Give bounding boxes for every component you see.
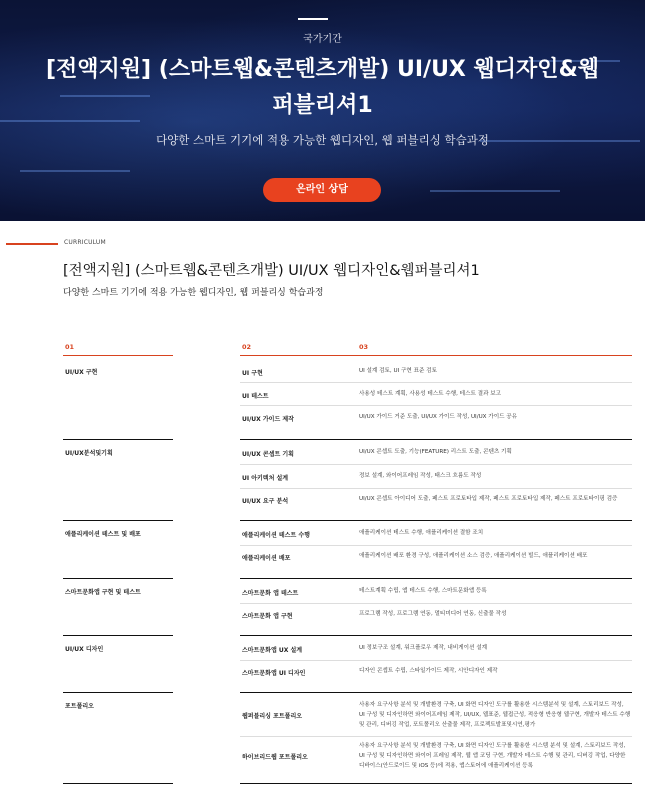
- row-divider: [240, 464, 632, 465]
- group-row-divider: [240, 439, 632, 440]
- row-divider: [240, 545, 632, 546]
- unit-name: UI 구현: [242, 370, 263, 377]
- group-row-divider: [240, 520, 632, 521]
- unit-description: 테스트계획 수립, 앱 테스트 수행, 스마트문화앱 등록: [359, 588, 487, 594]
- group-row-divider: [240, 578, 632, 579]
- row-divider: [240, 488, 632, 489]
- unit-name: 애플리케이션 테스트 수행: [242, 532, 310, 539]
- row-divider: [240, 405, 632, 406]
- group-row-divider: [240, 783, 632, 784]
- group-divider: [63, 635, 173, 636]
- row-divider: [240, 736, 632, 737]
- group-row-divider: [240, 692, 632, 693]
- group-name: 스마트문화앱 구현 및 테스트: [65, 589, 141, 596]
- unit-name: 스마트문화 앱 테스트: [242, 590, 299, 597]
- unit-name: 하이브리드웹 포트폴리오: [242, 754, 308, 761]
- column-rule-1: [63, 355, 173, 356]
- unit-name: 스마트문화앱 UX 설계: [242, 647, 303, 654]
- unit-name: 스마트문화앱 UI 디자인: [242, 670, 306, 677]
- group-divider: [63, 520, 173, 521]
- column-number-2: 02: [242, 343, 252, 351]
- curriculum-subtitle: 다양한 스마트 기기에 적용 가능한 웹디자인, 웹 퍼블리싱 학습과정: [63, 288, 324, 298]
- row-divider: [240, 660, 632, 661]
- group-name: 애플리케이션 테스트 및 배포: [65, 531, 141, 538]
- column-number-3: 03: [359, 343, 369, 351]
- unit-description: 사용성 테스트 계획, 사용성 테스트 수행, 테스트 결과 보고: [359, 391, 502, 397]
- section-accent-bar: [6, 243, 58, 245]
- group-name: 포트폴리오: [65, 703, 94, 710]
- background-streak: [430, 190, 560, 192]
- unit-name: UI 테스트: [242, 393, 269, 400]
- online-consult-button[interactable]: 온라인 상담: [263, 178, 381, 202]
- unit-description: 프로그램 작성, 프로그램 연동, 멀티미디어 연동, 신출물 작성: [359, 611, 507, 617]
- unit-description: UI 설계 검토, UI 구현 표준 검토: [359, 368, 437, 374]
- unit-name: UI/UX 콘셉트 기획: [242, 451, 294, 458]
- row-divider: [240, 382, 632, 383]
- background-streak: [20, 170, 130, 172]
- column-rule-2: [240, 355, 632, 356]
- hero-title: [전액지원] (스마트웹&콘텐츠개발) UI/UX 웹디자인&웹퍼블리셔1: [45, 57, 600, 118]
- unit-description: 정보 설계, 와이어프레임 작성, 태스크 흐름도 작성: [359, 473, 482, 479]
- unit-name: 애플리케이션 배포: [242, 555, 291, 562]
- unit-name: 스마트문화 앱 구현: [242, 613, 293, 620]
- group-divider: [63, 439, 173, 440]
- unit-name: 웹퍼블리싱 포트폴리오: [242, 713, 303, 720]
- group-divider: [63, 692, 173, 693]
- group-name: UI/UX 구현: [65, 369, 98, 376]
- unit-name: UI/UX 가이드 제작: [242, 416, 294, 423]
- unit-description: UI/UX 콘셉트 도출, 기능(FEATURE) 리스트 도출, 콘텐츠 기획: [359, 449, 512, 455]
- group-divider: [63, 578, 173, 579]
- group-name: UI/UX분석및기획: [65, 450, 113, 457]
- unit-name: UI 아키텍처 설계: [242, 475, 289, 482]
- unit-name: UI/UX 요구 분석: [242, 498, 289, 505]
- group-name: UI/UX 디자인: [65, 646, 104, 653]
- unit-description: 애플리케이션 배포 환경 구성, 애플리케이션 소스 검증, 애플리케이션 빌드, 애플리케이션 배포: [359, 553, 588, 559]
- unit-description: UI 정보구조 설계, 워크플로우 제작, 내비게이션 설계: [359, 645, 488, 651]
- hero-subtitle: 다양한 스마트 기기에 적용 가능한 웹디자인, 웹 퍼블리싱 학습과정: [156, 133, 489, 147]
- group-row-divider: [240, 635, 632, 636]
- unit-description: 디자인 콘셉트 수립, 스타일가이드 제작, 시안디자인 제작: [359, 668, 498, 674]
- section-label: CURRICULUM: [64, 239, 106, 246]
- curriculum-title: [전액지원] (스마트웹&콘텐츠개발) UI/UX 웹디자인&웹퍼블리셔1: [63, 263, 480, 279]
- hero-eyebrow: 국가기간: [303, 34, 342, 45]
- column-number-1: 01: [65, 343, 75, 351]
- unit-description: 애플리케이션 테스트 수행, 애플리케이션 결함 조치: [359, 530, 484, 536]
- hero-banner: [0, 0, 645, 221]
- unit-description: 사용자 요구사항 분석 및 개발환경 구축, UI 화면 디자인 도구를 활용한 시스템 분석 및 설계, 스토리보드 작성, UI 구성 및 디자인하면 와이어 프레임 제작, 웹 앱 코딩 구현, 개발자 테스트 수행 및 관리, 디버깅 작업, 다양한 디바이스(안드로이드 및 iOS 등)에 적용, 앱스토어에 애플리케이션 등록: [359, 743, 626, 769]
- unit-description: UI/UX 가이드 거준 도출, UI/UX 가이드 작성, UI/UX 가이드 공유: [359, 414, 518, 420]
- row-divider: [240, 603, 632, 604]
- hero-divider: [298, 18, 328, 20]
- group-divider: [63, 783, 173, 784]
- unit-description: UI/UX 콘셉트 아이디어 도출, 페스트 프로토타입 제작, 페스트 프로토타입 제작, 페스트 프로토타이핑 검증: [359, 496, 618, 502]
- unit-description: 사용자 요구사항 분석 및 개발환경 구축, UI 화면 디자인 도구를 활용한 시스템분석 및 설계, 스토리보드 작성, UI 구성 및 디자인하면 와이어프레임 제작, UI/UX, 웹표준, 웹접근성, 적응형 반응형 웹구현, 개발자 테스트 수행 및 관리, 디버깅 작업, 포트폴리오 산출물 제작, 프로젝트발표및시연,평가: [359, 702, 631, 728]
